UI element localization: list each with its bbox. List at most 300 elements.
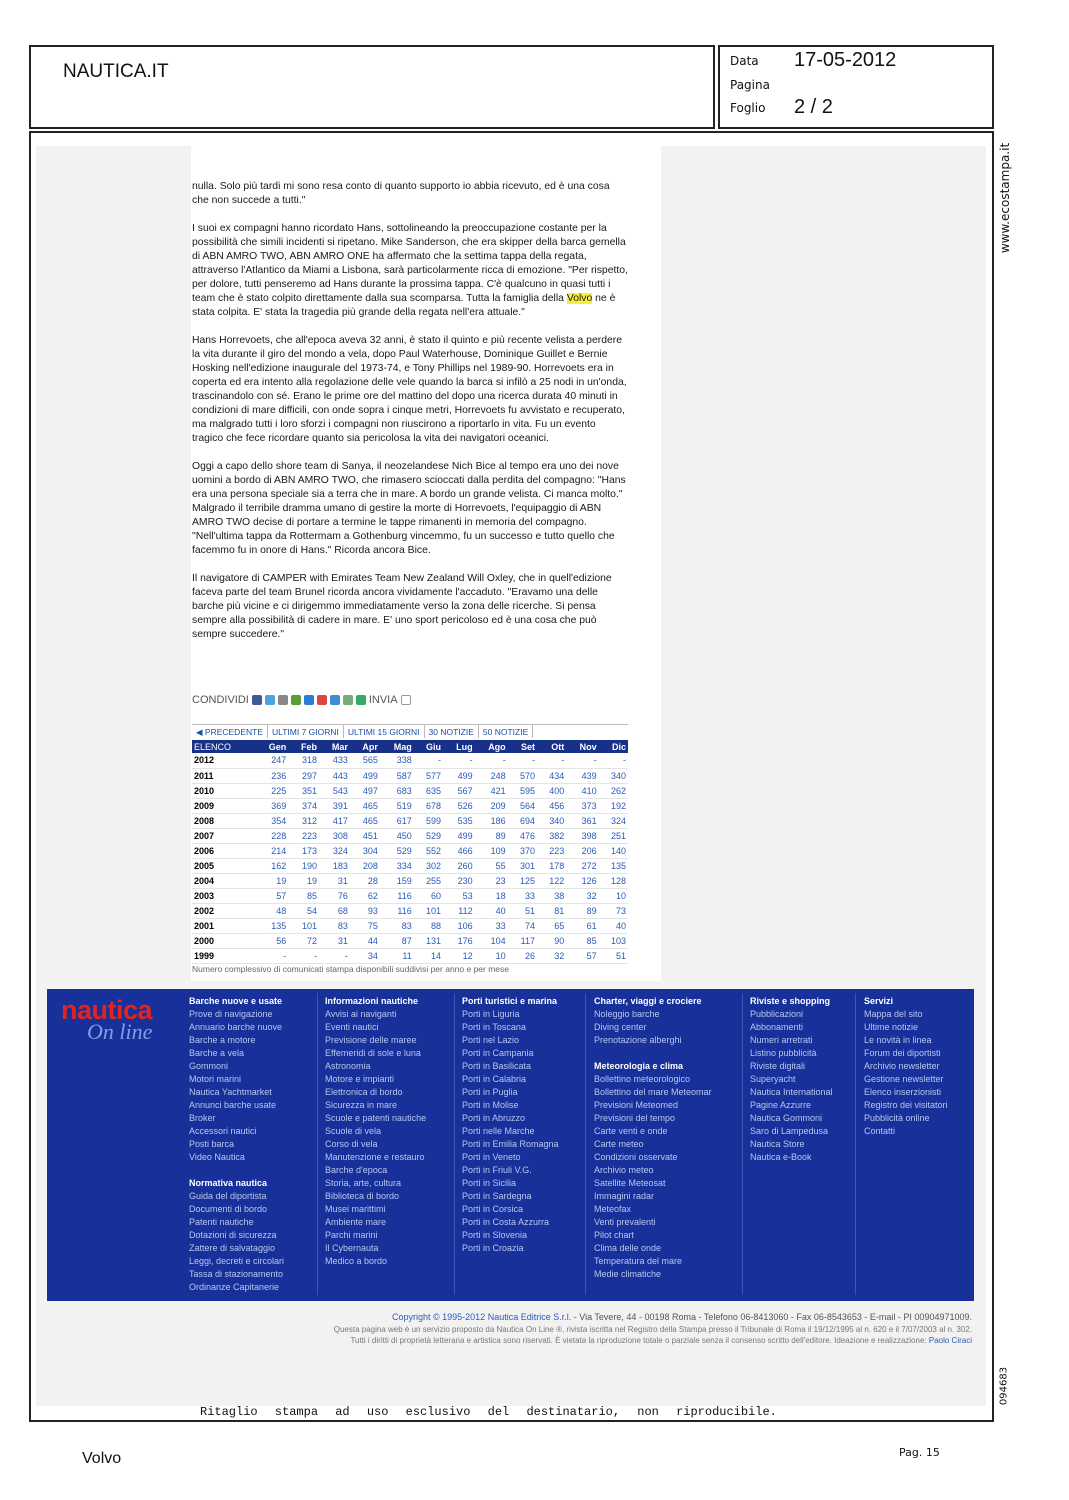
nav-link[interactable]: Le novità in linea (864, 1035, 932, 1045)
count-cell[interactable]: 262 (599, 783, 628, 798)
tab-last-7-days[interactable]: ULTIMI 7 GIORNI (268, 725, 344, 738)
nav-link[interactable]: Sicurezza in mare (325, 1100, 398, 1110)
nav-link[interactable]: Mappa del sito (864, 1009, 923, 1019)
count-cell[interactable]: 617 (380, 813, 414, 828)
count-cell[interactable]: 32 (537, 948, 566, 963)
nav-link[interactable]: Diving center (594, 1022, 647, 1032)
count-cell[interactable]: 34 (350, 948, 380, 963)
yahoo-icon[interactable] (356, 695, 366, 705)
nav-link[interactable]: Nautica Store (750, 1139, 805, 1149)
nav-heading[interactable]: Barche nuove e usate (189, 996, 283, 1006)
count-cell[interactable]: 526 (443, 798, 475, 813)
nav-link[interactable]: Contatti (864, 1126, 896, 1136)
count-cell[interactable]: 192 (599, 798, 628, 813)
count-cell[interactable]: - (599, 753, 628, 768)
count-cell[interactable]: 116 (380, 903, 414, 918)
count-cell[interactable]: 10 (599, 888, 628, 903)
count-cell[interactable]: 19 (255, 873, 288, 888)
nav-link[interactable]: Prove di navigazione (189, 1009, 273, 1019)
count-cell[interactable]: 72 (288, 933, 319, 948)
nav-heading[interactable]: Riviste e shopping (750, 996, 831, 1006)
count-cell[interactable]: 373 (566, 798, 598, 813)
count-cell[interactable]: 83 (319, 918, 350, 933)
count-cell[interactable]: 301 (508, 858, 537, 873)
count-cell[interactable]: 57 (255, 888, 288, 903)
nav-link[interactable]: Broker (189, 1113, 216, 1123)
count-cell[interactable]: 369 (255, 798, 288, 813)
count-cell[interactable]: 90 (537, 933, 566, 948)
nav-link[interactable]: Temperatura del mare (594, 1256, 683, 1266)
count-cell[interactable]: 476 (508, 828, 537, 843)
count-cell[interactable]: 302 (414, 858, 443, 873)
nav-link[interactable]: Pubblicazioni (750, 1009, 804, 1019)
nav-link[interactable]: Pubblicità online (864, 1113, 930, 1123)
digg-icon[interactable] (317, 695, 327, 705)
nav-link[interactable]: Annuario barche nuove (189, 1022, 283, 1032)
bookmark-icon[interactable] (291, 695, 301, 705)
nav-link[interactable]: Leggi, decreti e circolari (189, 1256, 285, 1266)
nav-link[interactable]: Porti in Campania (462, 1048, 534, 1058)
count-cell[interactable]: 535 (443, 813, 475, 828)
count-cell[interactable]: 33 (475, 918, 508, 933)
nav-link[interactable]: Il Cybernauta (325, 1243, 379, 1253)
count-cell[interactable]: 51 (508, 903, 537, 918)
nav-link[interactable]: Musei marittimi (325, 1204, 386, 1214)
count-cell[interactable]: 74 (508, 918, 537, 933)
envelope-icon[interactable] (401, 695, 411, 705)
nav-link[interactable]: Porti in Abruzzo (462, 1113, 526, 1123)
count-cell[interactable]: 450 (380, 828, 414, 843)
nav-link[interactable]: Barche d'epoca (325, 1165, 388, 1175)
count-cell[interactable]: 214 (255, 843, 288, 858)
count-cell[interactable]: 101 (414, 903, 443, 918)
nav-link[interactable]: Eventi nautici (325, 1022, 379, 1032)
count-cell[interactable]: 297 (288, 768, 319, 783)
count-cell[interactable]: 439 (566, 768, 598, 783)
count-cell[interactable]: 12 (443, 948, 475, 963)
live-icon[interactable] (330, 695, 340, 705)
count-cell[interactable]: 552 (414, 843, 443, 858)
nav-link[interactable]: Scuole di vela (325, 1126, 382, 1136)
nav-link[interactable]: Gestione newsletter (864, 1074, 944, 1084)
count-cell[interactable]: 23 (475, 873, 508, 888)
count-cell[interactable]: 434 (537, 768, 566, 783)
nav-link[interactable]: Clima delle onde (594, 1243, 662, 1253)
nav-link[interactable]: Condizioni osservate (594, 1152, 678, 1162)
count-cell[interactable]: 529 (380, 843, 414, 858)
count-cell[interactable]: 62 (350, 888, 380, 903)
count-cell[interactable]: 312 (288, 813, 319, 828)
nav-link[interactable]: Previsione delle maree (325, 1035, 417, 1045)
nav-link[interactable]: Gommoni (189, 1061, 229, 1071)
tab-30-news[interactable]: 30 NOTIZIE (425, 725, 479, 738)
count-cell[interactable]: 186 (475, 813, 508, 828)
twitter-icon[interactable] (265, 695, 275, 705)
count-cell[interactable]: 223 (537, 843, 566, 858)
count-cell[interactable]: 391 (319, 798, 350, 813)
nav-link[interactable]: Superyacht (750, 1074, 796, 1084)
count-cell[interactable]: - (537, 753, 566, 768)
count-cell[interactable]: 81 (537, 903, 566, 918)
nav-link[interactable]: Ordinanze Capitanerie (189, 1282, 280, 1292)
nav-link[interactable]: Barche a motore (189, 1035, 256, 1045)
nav-link[interactable]: Archivio newsletter (864, 1061, 940, 1071)
count-cell[interactable]: 228 (255, 828, 288, 843)
count-cell[interactable]: 567 (443, 783, 475, 798)
count-cell[interactable]: 31 (319, 933, 350, 948)
count-cell[interactable]: 51 (599, 948, 628, 963)
count-cell[interactable]: 93 (350, 903, 380, 918)
nav-link[interactable]: Satellite Meteosat (594, 1178, 666, 1188)
count-cell[interactable]: 116 (380, 888, 414, 903)
nav-link[interactable]: Saro di Lampedusa (750, 1126, 829, 1136)
nav-link[interactable]: Forum dei diportisti (864, 1048, 941, 1058)
count-cell[interactable]: 324 (319, 843, 350, 858)
nav-link[interactable]: Porti in Friuli V.G. (462, 1165, 532, 1175)
count-cell[interactable]: 338 (380, 753, 414, 768)
count-cell[interactable]: 75 (350, 918, 380, 933)
count-cell[interactable]: 577 (414, 768, 443, 783)
delicious-icon[interactable] (304, 695, 314, 705)
nav-link[interactable]: Elettronica di bordo (325, 1087, 403, 1097)
count-cell[interactable]: 178 (537, 858, 566, 873)
count-cell[interactable]: - (508, 753, 537, 768)
count-cell[interactable]: 162 (255, 858, 288, 873)
nav-link[interactable]: Porti in Sicilia (462, 1178, 517, 1188)
tab-last-15-days[interactable]: ULTIMI 15 GIORNI (344, 725, 425, 738)
count-cell[interactable]: 417 (319, 813, 350, 828)
count-cell[interactable]: 32 (566, 888, 598, 903)
count-cell[interactable]: 324 (599, 813, 628, 828)
count-cell[interactable]: 56 (255, 933, 288, 948)
nav-link[interactable]: Porti in Molise (462, 1100, 519, 1110)
nav-link[interactable]: Parchi marini (325, 1230, 378, 1240)
nav-link[interactable]: Nautica Gommoni (750, 1113, 823, 1123)
nav-link[interactable]: Astronomia (325, 1061, 371, 1071)
nav-link[interactable]: Prenotazione alberghi (594, 1035, 682, 1045)
count-cell[interactable]: 398 (566, 828, 598, 843)
nav-link[interactable]: Nautica e-Book (750, 1152, 812, 1162)
count-cell[interactable]: 76 (319, 888, 350, 903)
nav-link[interactable]: Porti in Puglia (462, 1087, 518, 1097)
author-link[interactable]: Paolo Ciraci (928, 1336, 972, 1345)
nav-link[interactable]: Annunci barche usate (189, 1100, 277, 1110)
count-cell[interactable]: 85 (566, 933, 598, 948)
count-cell[interactable]: 382 (537, 828, 566, 843)
count-cell[interactable]: 87 (380, 933, 414, 948)
count-cell[interactable]: 28 (350, 873, 380, 888)
count-cell[interactable]: 103 (599, 933, 628, 948)
nav-link[interactable]: Porti in Slovenia (462, 1230, 528, 1240)
count-cell[interactable]: 33 (508, 888, 537, 903)
nav-link[interactable]: Porti in Basilicata (462, 1061, 532, 1071)
count-cell[interactable]: 18 (475, 888, 508, 903)
nav-link[interactable]: Immagini radar (594, 1191, 655, 1201)
count-cell[interactable]: 543 (319, 783, 350, 798)
count-cell[interactable]: 125 (508, 873, 537, 888)
count-cell[interactable]: 85 (288, 888, 319, 903)
count-cell[interactable]: 230 (443, 873, 475, 888)
count-cell[interactable]: 173 (288, 843, 319, 858)
nav-link[interactable]: Motori marini (189, 1074, 242, 1084)
count-cell[interactable]: 159 (380, 873, 414, 888)
nav-link[interactable]: Riviste digitali (750, 1061, 806, 1071)
count-cell[interactable]: 131 (414, 933, 443, 948)
count-cell[interactable]: 678 (414, 798, 443, 813)
count-cell[interactable]: 466 (443, 843, 475, 858)
nav-heading[interactable]: Normativa nautica (189, 1178, 268, 1188)
nav-link[interactable]: Meteofax (594, 1204, 632, 1214)
nav-link[interactable]: Ambiente mare (325, 1217, 387, 1227)
count-cell[interactable]: 31 (319, 873, 350, 888)
nav-link[interactable]: Dotazioni di sicurezza (189, 1230, 277, 1240)
nav-heading[interactable]: Charter, viaggi e crociere (594, 996, 702, 1006)
count-cell[interactable]: 248 (475, 768, 508, 783)
nav-link[interactable]: Manutenzione e restauro (325, 1152, 425, 1162)
nav-link[interactable]: Registro dei visitatori (864, 1100, 948, 1110)
count-cell[interactable]: 465 (350, 798, 380, 813)
nav-link[interactable]: Previsioni Meteomed (594, 1100, 679, 1110)
count-cell[interactable]: 208 (350, 858, 380, 873)
count-cell[interactable]: 340 (599, 768, 628, 783)
count-cell[interactable]: 89 (475, 828, 508, 843)
count-cell[interactable]: 354 (255, 813, 288, 828)
nav-heading[interactable]: Porti turistici e marina (462, 996, 558, 1006)
count-cell[interactable]: 48 (255, 903, 288, 918)
count-cell[interactable]: 40 (599, 918, 628, 933)
count-cell[interactable]: 53 (443, 888, 475, 903)
count-cell[interactable]: - (255, 948, 288, 963)
count-cell[interactable]: - (443, 753, 475, 768)
nav-link[interactable]: Venti prevalenti (594, 1217, 656, 1227)
count-cell[interactable]: 451 (350, 828, 380, 843)
count-cell[interactable]: 106 (443, 918, 475, 933)
count-cell[interactable]: 190 (288, 858, 319, 873)
nav-link[interactable]: Zattere di salvataggio (189, 1243, 276, 1253)
count-cell[interactable]: 89 (566, 903, 598, 918)
count-cell[interactable]: 112 (443, 903, 475, 918)
count-cell[interactable]: 421 (475, 783, 508, 798)
site-footer-nav (47, 989, 974, 1301)
nav-link[interactable]: Porti in Croazia (462, 1243, 524, 1253)
count-cell[interactable]: 334 (380, 858, 414, 873)
count-cell[interactable]: 255 (414, 873, 443, 888)
nav-link[interactable]: Corso di vela (325, 1139, 378, 1149)
nav-link[interactable]: Medie climatiche (594, 1269, 662, 1279)
count-cell[interactable]: 499 (443, 768, 475, 783)
copyright-line-2: Questa pagina web è un servizio proposto da Nautica On Line ®, rivista iscritta nel Registro della Stampa presso il Tribunale di Roma il 19/12/1995 al n. 620 e il 7/07/2003 al n. 302. (333, 1325, 972, 1334)
stumble-icon[interactable] (343, 695, 353, 705)
count-cell[interactable]: - (566, 753, 598, 768)
nav-link[interactable]: Barche a vela (189, 1048, 245, 1058)
count-cell[interactable]: 60 (414, 888, 443, 903)
count-cell[interactable]: 519 (380, 798, 414, 813)
nav-link[interactable]: Nautica Yachtmarket (189, 1087, 272, 1097)
count-cell[interactable]: 83 (380, 918, 414, 933)
nav-heading[interactable]: Servizi (864, 996, 894, 1006)
count-cell[interactable]: 135 (255, 918, 288, 933)
nav-link[interactable]: Elenco inserzionisti (864, 1087, 942, 1097)
tab-previous[interactable]: ◀ PRECEDENTE (192, 725, 268, 738)
count-cell[interactable]: 101 (288, 918, 319, 933)
count-cell[interactable]: 351 (288, 783, 319, 798)
count-cell[interactable]: 635 (414, 783, 443, 798)
count-cell[interactable]: 272 (566, 858, 598, 873)
count-cell[interactable]: 529 (414, 828, 443, 843)
count-cell[interactable]: 65 (537, 918, 566, 933)
nav-link[interactable]: Documenti di bordo (189, 1204, 268, 1214)
count-cell[interactable]: 587 (380, 768, 414, 783)
count-cell[interactable]: 54 (288, 903, 319, 918)
count-cell[interactable]: 410 (566, 783, 598, 798)
count-cell[interactable]: 55 (475, 858, 508, 873)
count-cell[interactable]: 499 (350, 768, 380, 783)
count-cell[interactable]: 140 (599, 843, 628, 858)
count-cell[interactable]: 223 (288, 828, 319, 843)
share-icon[interactable] (278, 695, 288, 705)
count-cell[interactable]: 465 (350, 813, 380, 828)
count-cell[interactable]: 183 (319, 858, 350, 873)
nav-link[interactable]: Accessori nautici (189, 1126, 257, 1136)
nav-link[interactable]: Patenti nautiche (189, 1217, 254, 1227)
count-cell[interactable]: - (475, 753, 508, 768)
count-cell[interactable]: 683 (380, 783, 414, 798)
nav-link[interactable]: Video Nautica (189, 1152, 245, 1162)
count-cell[interactable]: 374 (288, 798, 319, 813)
count-cell[interactable]: 38 (537, 888, 566, 903)
count-cell[interactable]: 61 (566, 918, 598, 933)
nav-link[interactable]: Motore e impianti (325, 1074, 395, 1084)
count-cell[interactable]: 564 (508, 798, 537, 813)
nav-link[interactable]: Porti in Calabria (462, 1074, 527, 1084)
count-cell[interactable]: 176 (443, 933, 475, 948)
nav-link[interactable]: Bollettino meteorologico (594, 1074, 691, 1084)
count-cell[interactable]: 456 (537, 798, 566, 813)
count-cell[interactable]: 565 (350, 753, 380, 768)
count-cell[interactable]: 694 (508, 813, 537, 828)
nav-link[interactable]: Carte venti e onde (594, 1126, 668, 1136)
count-cell[interactable]: - (288, 948, 319, 963)
count-cell[interactable]: 126 (566, 873, 598, 888)
nav-link[interactable]: Medico a bordo (325, 1256, 388, 1266)
count-cell[interactable]: 40 (475, 903, 508, 918)
count-cell[interactable]: 251 (599, 828, 628, 843)
count-cell[interactable]: 14 (414, 948, 443, 963)
nav-link[interactable]: Tassa di stazionamento (189, 1269, 284, 1279)
count-cell[interactable]: - (319, 948, 350, 963)
count-cell[interactable]: 117 (508, 933, 537, 948)
count-cell[interactable]: 443 (319, 768, 350, 783)
facebook-icon[interactable] (252, 695, 262, 705)
count-cell[interactable]: 88 (414, 918, 443, 933)
nav-link[interactable]: Porti in Corsica (462, 1204, 524, 1214)
nav-heading[interactable]: Informazioni nautiche (325, 996, 419, 1006)
nav-link[interactable]: Porti in Sardegna (462, 1191, 532, 1201)
nav-link[interactable]: Effemeridi di sole e luna (325, 1048, 421, 1058)
count-cell[interactable]: 209 (475, 798, 508, 813)
nav-link[interactable]: Avvisi ai naviganti (325, 1009, 397, 1019)
nav-link[interactable]: Scuole e patenti nautiche (325, 1113, 427, 1123)
count-cell[interactable]: 109 (475, 843, 508, 858)
nav-link[interactable]: Archivio meteo (594, 1165, 654, 1175)
year-cell: 2011 (192, 768, 255, 783)
count-cell[interactable]: 26 (508, 948, 537, 963)
count-cell[interactable]: 595 (508, 783, 537, 798)
nav-link[interactable]: Listino pubblicità (750, 1048, 817, 1058)
count-cell[interactable]: 433 (319, 753, 350, 768)
nav-link[interactable]: Porti in Costa Azzurra (462, 1217, 550, 1227)
nav-link[interactable]: Noleggio barche (594, 1009, 660, 1019)
nav-link[interactable]: Posti barca (189, 1139, 235, 1149)
publisher-link[interactable]: Nautica Editrice S.r.l. (487, 1312, 572, 1322)
nav-link[interactable]: Porti in Liguria (462, 1009, 520, 1019)
count-cell[interactable]: 361 (566, 813, 598, 828)
count-cell[interactable]: 570 (508, 768, 537, 783)
nav-link[interactable]: Guida del diportista (189, 1191, 267, 1201)
count-cell[interactable]: 104 (475, 933, 508, 948)
nav-link[interactable]: Pagine Azzurre (750, 1100, 812, 1110)
nav-link[interactable]: Pilot chart (594, 1230, 635, 1240)
tab-50-news[interactable]: 50 NOTIZIE (479, 725, 533, 738)
invia-label[interactable]: INVIA (368, 694, 398, 706)
count-cell[interactable]: 57 (566, 948, 598, 963)
nav-link[interactable]: Carte meteo (594, 1139, 644, 1149)
nav-heading[interactable]: Meteorologia e clima (594, 1061, 684, 1071)
count-cell[interactable]: 225 (255, 783, 288, 798)
count-cell[interactable]: 340 (537, 813, 566, 828)
count-cell[interactable]: 10 (475, 948, 508, 963)
count-cell[interactable]: 599 (414, 813, 443, 828)
count-cell[interactable]: - (414, 753, 443, 768)
nav-link[interactable]: Porti nel Lazio (462, 1035, 520, 1045)
count-cell[interactable]: 11 (380, 948, 414, 963)
count-cell[interactable]: 68 (319, 903, 350, 918)
count-cell[interactable]: 128 (599, 873, 628, 888)
nav-link[interactable]: Bollettino del mare Meteomar (594, 1087, 712, 1097)
nav-link[interactable]: Porti in Toscana (462, 1022, 526, 1032)
count-cell[interactable]: 308 (319, 828, 350, 843)
count-cell[interactable]: 73 (599, 903, 628, 918)
count-cell[interactable]: 400 (537, 783, 566, 798)
nav-link[interactable]: Porti in Veneto (462, 1152, 521, 1162)
count-cell[interactable]: 499 (443, 828, 475, 843)
count-cell[interactable]: 44 (350, 933, 380, 948)
count-cell[interactable]: 206 (566, 843, 598, 858)
highlight-volvo: Volvo (566, 293, 593, 304)
nav-link[interactable]: Storia, arte, cultura (325, 1178, 402, 1188)
count-cell[interactable]: 318 (288, 753, 319, 768)
count-cell[interactable]: 122 (537, 873, 566, 888)
footer-keyword: Volvo (82, 1450, 122, 1467)
nav-link[interactable]: Ultime notizie (864, 1022, 919, 1032)
count-cell[interactable]: 236 (255, 768, 288, 783)
count-cell[interactable]: 497 (350, 783, 380, 798)
count-cell[interactable]: 19 (288, 873, 319, 888)
count-cell[interactable]: 304 (350, 843, 380, 858)
count-cell[interactable]: 260 (443, 858, 475, 873)
nav-link[interactable]: Numeri arretrati (750, 1035, 813, 1045)
nav-link[interactable]: Porti nelle Marche (462, 1126, 535, 1136)
nav-link[interactable]: Nautica International (750, 1087, 833, 1097)
nav-link[interactable]: Porti in Emilia Romagna (462, 1139, 559, 1149)
count-cell[interactable]: 135 (599, 858, 628, 873)
nav-link[interactable]: Abbonamenti (750, 1022, 804, 1032)
count-cell[interactable]: 370 (508, 843, 537, 858)
nautica-online-logo[interactable]: nautica On line (61, 995, 153, 1044)
nav-link[interactable]: Biblioteca di bordo (325, 1191, 400, 1201)
count-cell[interactable]: 247 (255, 753, 288, 768)
nav-link[interactable]: Previsioni del tempo (594, 1113, 676, 1123)
